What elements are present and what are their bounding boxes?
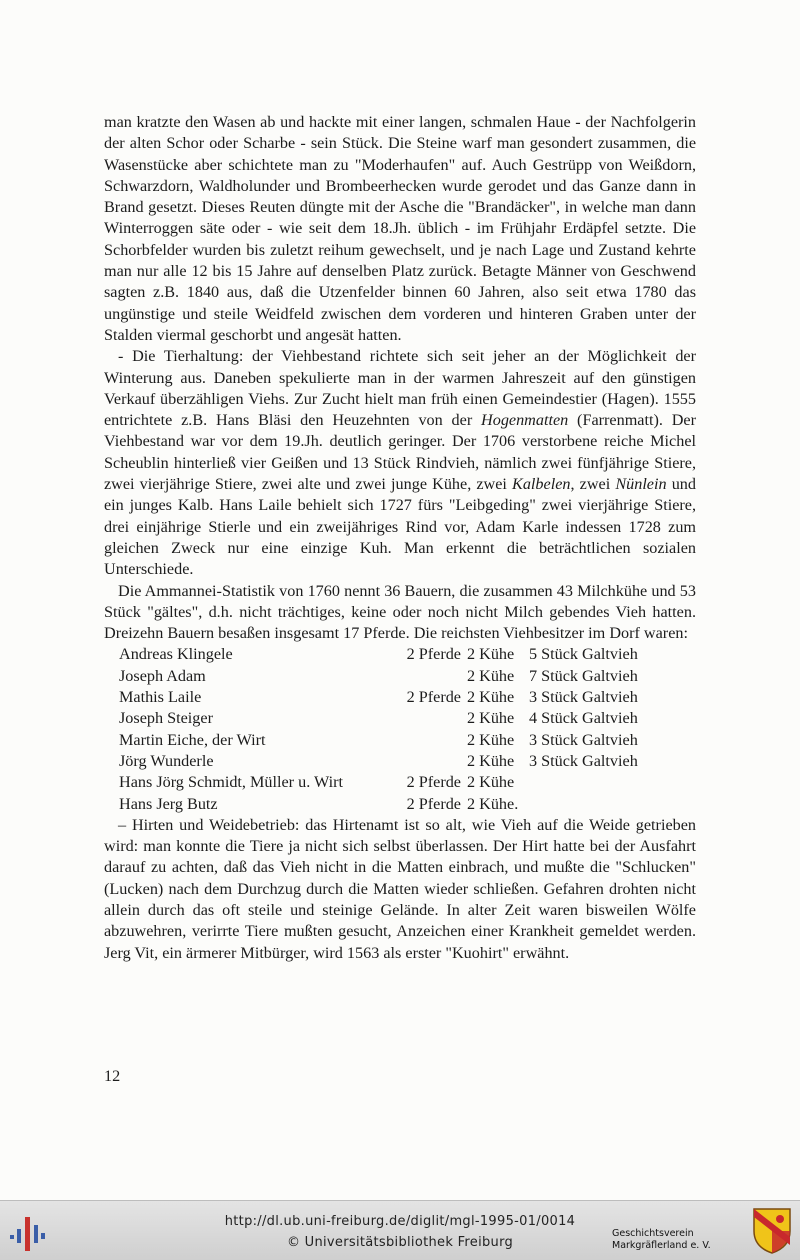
italic-term: Nünlein <box>615 475 667 494</box>
galtvieh-count: 3 Stück Galtvieh <box>529 730 638 749</box>
paragraph-reuten: man kratzte den Wasen ab und hackte mit einer langen, schmalen Haue - der Nachfolgerin der alten Schor oder Scharbe - sein Stück. Die Steine warf man gesondert zusammen, die Wasenstücke aber schichtete man zu "Moderhaufen" auf. Auch Gestrüpp von Weißdorn, Schwarzdorn, Waldholunder und Brombeerhecken wurde gerodet und das Ganze dann in Brand gesetzt. Dieses Reuten düngte mit der Asche die "Brandäcker", in welche man dann Winterroggen säte oder - wie seit dem 18.Jh. üblich - im Frühjahr Erdäpfel setzte. Die Schorbfelder wurden bis zuletzt reihum gewechselt, und je nach Lage und Zustand kehrte man nur alle 12 bis 15 Jahre auf denselben Platz zurück. Betagte Männer von Geschwend sagten z.B. 1840 aus, daß die Utzenfelder binnen 60 Jahren, also seit etwa 1780 das ungünstige und steile Weidfeld zwischen dem vorderen und hinteren Graben unter der Stalden viermal geschorbt und angesät hatten. <box>104 113 696 344</box>
italic-term: Hogenmatten <box>481 411 569 430</box>
table-row <box>104 687 696 708</box>
table-row <box>104 730 696 751</box>
owner-name: Mathis Laile <box>119 688 202 707</box>
cow-count: 2 Kühe <box>467 773 515 792</box>
owner-name: Hans Jörg Schmidt, Müller u. Wirt <box>119 773 344 792</box>
galtvieh-count: 7 Stück Galtvieh <box>529 666 638 685</box>
galtvieh-count: 5 Stück Galtvieh <box>529 645 638 664</box>
table-row <box>104 666 696 687</box>
text-run: (Farrenmatt). Der Viehbestand war vor dem 19.Jh. deutlich geringer. Der 1706 verstorbene reiche Michel Scheublin hinterließ vier Geißen und 13 Stück Rindvieh, nämlich zwei fünfjährige Stiere, zwei vierjährige Stiere, zwei alte und zwei junge Kühe, zwei <box>104 411 696 494</box>
galtvieh-count: 4 Stück Galtvieh <box>529 709 638 728</box>
table-row <box>104 708 696 729</box>
owner-name: Martin Eiche, der Wirt <box>119 730 266 749</box>
society-line-2: Markgräflerland e. V. <box>612 1240 711 1251</box>
footer-bar <box>0 1200 800 1260</box>
page-number: 12 <box>104 1067 121 1085</box>
cow-count: 2 Kühe <box>467 645 515 664</box>
body-text <box>104 112 696 964</box>
owner-name: Jörg Wunderle <box>119 751 214 770</box>
footer-url-link[interactable]: http://dl.ub.uni-freiburg.de/diglit/mgl-1995-01/0014 <box>224 1214 576 1229</box>
text-run: , zwei <box>570 475 616 494</box>
owner-name: Hans Jerg Butz <box>119 794 218 813</box>
society-line-1: Geschichtsverein <box>612 1228 694 1239</box>
italic-term: Kalbelen <box>512 475 571 494</box>
table-row <box>104 772 696 793</box>
society-name <box>612 1228 750 1252</box>
table-row <box>104 794 696 815</box>
cow-count: 2 Kühe <box>467 688 515 707</box>
cow-count: 2 Kühe. <box>467 794 519 813</box>
text-run: - Die Tierhaltung: der Viehbestand richtete sich seit jeher an der Möglichkeit der Winterung aus. Daneben spekulierte man in der warmen Jahreszeit auf den günstigen Verkauf überzähligen Viehs. Zur Zucht hielt man früh einen Gemeindestier (Hagen). 1555 entrichtete z.B. Hans Bläsi den Heuzehnten von der <box>104 347 696 430</box>
horse-count: 2 Pferde <box>406 688 461 707</box>
paragraph-hirten: – Hirten und Weidebetrieb: das Hirtenamt ist so alt, wie Vieh auf die Weide getrieben wird: man konnte die Tiere ja nicht sich selbst überlassen. Der Hirt hatte bei der Ausfahrt darauf zu achten, daß das Vieh nicht in die Matten einbrach, und mußte die "Schlucken" (Lucken) nach dem Durchzug durch die Matten wieder schließen. Gefahren drohten nicht allein durch das oft steile und steinige Gelände. In alter Zeit waren bisweilen Wölfe abzuwehren, verirrte Tiere mußten gesucht, Anzeichen einer Krankheit gemeldet werden. Jerg Vit, ein ärmerer Mitbürger, wird 1563 als erster "Kuohirt" erwähnt. <box>104 815 696 962</box>
horse-count: 2 Pferde <box>406 645 461 664</box>
cow-count: 2 Kühe <box>467 730 515 749</box>
owner-name: Joseph Steiger <box>119 709 213 728</box>
galtvieh-count: 3 Stück Galtvieh <box>529 751 638 770</box>
cow-count: 2 Kühe <box>467 709 515 728</box>
livestock-owners-table <box>104 644 696 814</box>
galtvieh-count: 3 Stück Galtvieh <box>529 688 638 707</box>
owner-name: Joseph Adam <box>119 666 206 685</box>
cow-count: 2 Kühe <box>467 666 515 685</box>
cow-count: 2 Kühe <box>467 751 515 770</box>
coat-of-arms-icon <box>752 1207 792 1255</box>
paragraph-tierhaltung <box>104 346 696 580</box>
footer-copyright: © Universitätsbibliothek Freiburg <box>286 1235 514 1250</box>
paragraph-statistik: Die Ammannei-Statistik von 1760 nennt 36 Bauern, die zusammen 43 Milchkühe und 53 Stück "gältes", d.h. nicht trächtiges, keine oder noch nicht Milch gebendes Vieh hatten. Dreizehn Bauern besaßen insgesamt 17 Pferde. Die reichsten Viehbesitzer im Dorf waren: <box>104 581 696 643</box>
horse-count: 2 Pferde <box>406 794 461 813</box>
horse-count: 2 Pferde <box>406 773 461 792</box>
table-row <box>104 644 696 665</box>
table-row <box>104 751 696 772</box>
text-run: und ein junges Kalb. Hans Laile behielt sich 1727 fürs "Leibgeding" zwei vierjährige Stiere, drei einjährige Stierle und ein zweijähriges Rind vor, Adam Karle indessen 1728 zum gleichen Zweck nur eine einzige Kuh. Man erkennt die beträchtlichen sozialen Unterschiede. <box>104 475 696 579</box>
owner-name: Andreas Klingele <box>119 645 233 664</box>
ub-freiburg-logo-icon <box>8 1213 52 1253</box>
